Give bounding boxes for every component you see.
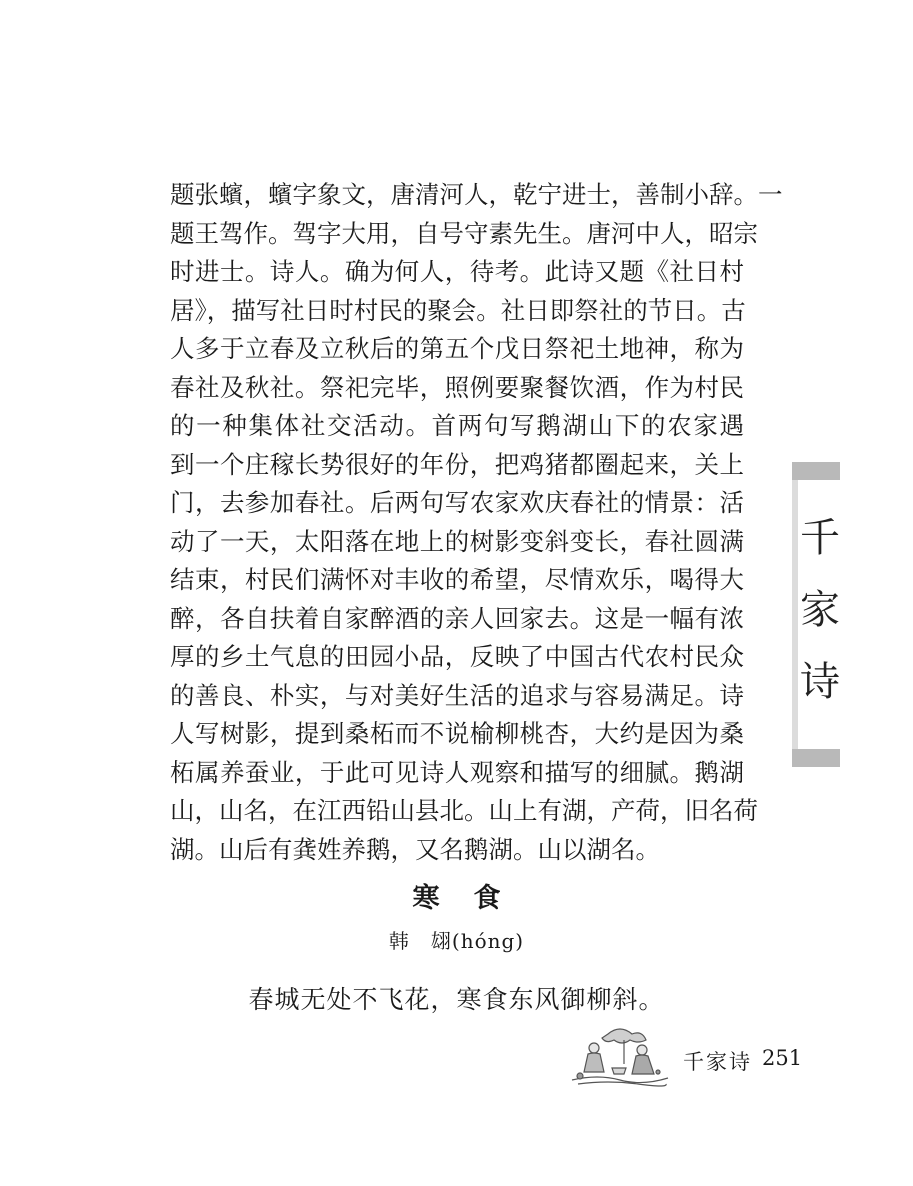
body-line: 时进士。诗人。确为何人，待考。此诗又题《社日村 bbox=[170, 257, 744, 286]
side-section-tab bbox=[792, 462, 844, 767]
body-line: 春社及秋社。祭祀完毕，照例要聚餐饮酒，作为村民 bbox=[170, 372, 744, 402]
body-line: 的善良、朴实，与对美好生活的追求与容易满足。诗 bbox=[170, 680, 744, 710]
body-line: 结束，村民们满怀对丰收的希望，尽情欢乐，喝得大 bbox=[170, 565, 744, 594]
tab-char: 家 bbox=[800, 587, 840, 633]
body-line: 湖。山后有龚姓养鹅，又名鹅湖。山以湖名。 bbox=[170, 834, 660, 864]
body-line: 厚的乡土气息的田园小品，反映了中国古代农村民众 bbox=[170, 642, 744, 671]
tab-bottom-bracket bbox=[792, 749, 840, 767]
body-text bbox=[170, 176, 783, 869]
footer-book-title: 千家诗 bbox=[683, 1050, 752, 1074]
two-figures-under-tree-illustration bbox=[568, 1024, 672, 1090]
body-line: 柘属养蚕业，于此可见诗人观察和描写的细腻。鹅湖 bbox=[170, 757, 744, 787]
tab-char: 诗 bbox=[800, 659, 840, 705]
tab-label bbox=[798, 502, 842, 718]
page-number: 251 bbox=[762, 1046, 803, 1070]
poem-title: 寒食 bbox=[412, 883, 535, 914]
body-line: 题王驾作。驾字大用，自号守素先生。唐河中人，昭宗 bbox=[170, 218, 758, 248]
body-line: 动了一天，太阳落在地上的树影变斜变长，春社圆满 bbox=[170, 526, 744, 556]
body-line: 山，山名，在江西铅山县北。山上有湖，产荷，旧名荷 bbox=[170, 796, 758, 825]
body-line: 题张蠙，蠙字象文，唐清河人，乾宁进士，善制小辞。一 bbox=[170, 180, 783, 209]
tab-char: 千 bbox=[800, 515, 840, 561]
body-line: 门，去参加春社。后两句写农家欢庆春社的情景：活 bbox=[170, 488, 744, 517]
body-line: 的一种集体社交活动。首两句写鹅湖山下的农家遇 bbox=[170, 411, 744, 440]
body-line: 到一个庄稼长势很好的年份，把鸡猪都圈起来，关上 bbox=[170, 449, 744, 479]
poem-author: 韩 翃(hóng) bbox=[388, 929, 525, 953]
body-line: 居》，描写社日时村民的聚会。社日即祭社的节日。古 bbox=[170, 295, 746, 325]
body-line: 醉，各自扶着自家醉酒的亲人回家去。这是一幅有浓 bbox=[170, 603, 744, 633]
body-line: 人写树影，提到桑柘而不说榆柳桃杏，大约是因为桑 bbox=[170, 719, 744, 748]
tab-top-bracket bbox=[792, 462, 840, 480]
body-line: 人多于立春及立秋后的第五个戊日祭祀土地神，称为 bbox=[170, 334, 744, 363]
poem-line: 春城无处不飞花，寒食东风御柳斜。 bbox=[248, 985, 665, 1014]
